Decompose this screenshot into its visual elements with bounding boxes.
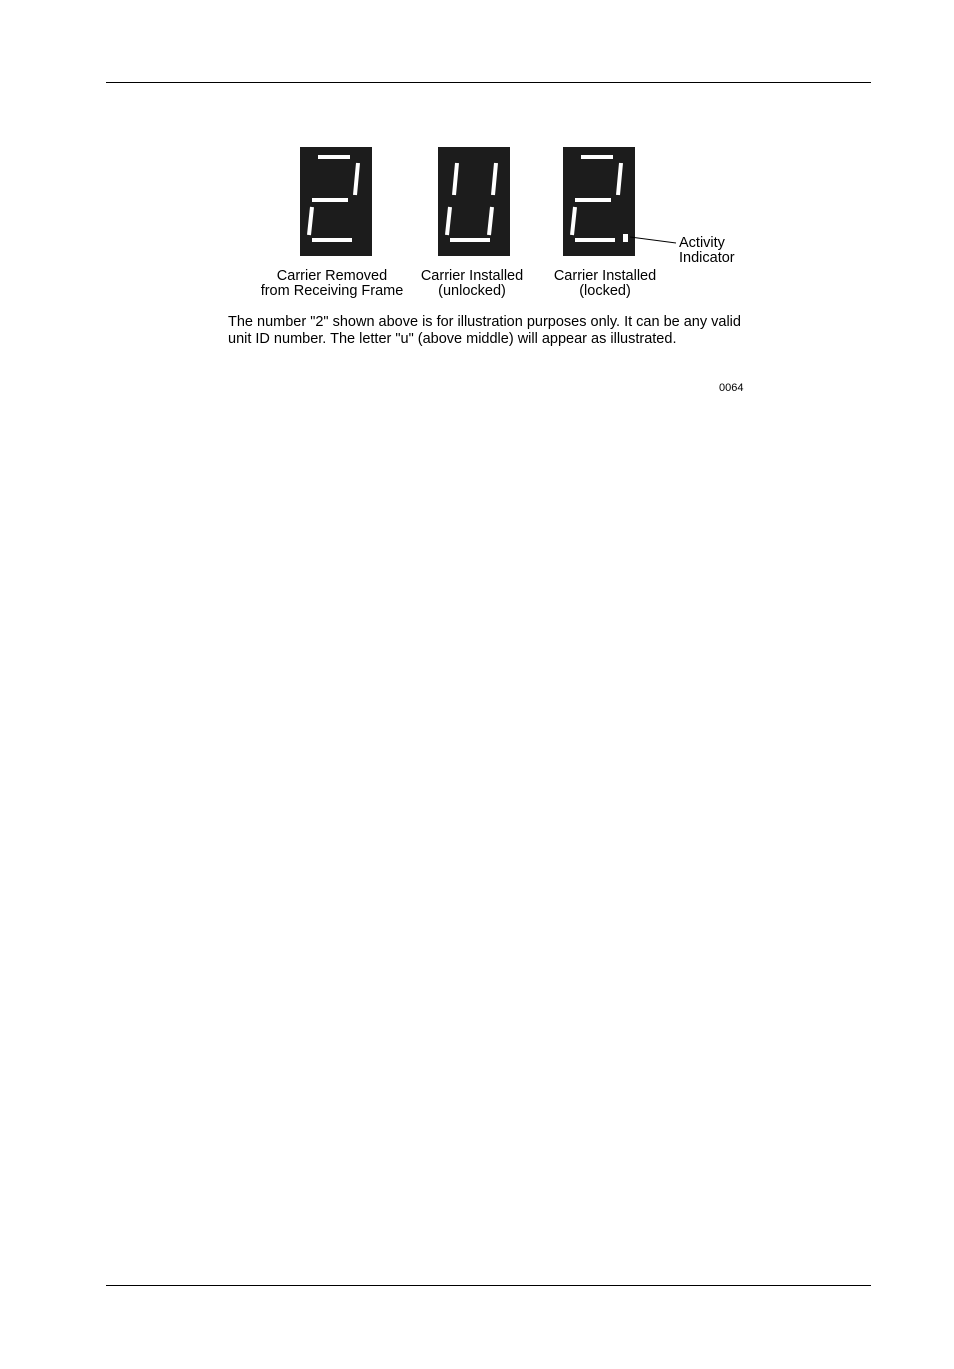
segment-b: [618, 163, 621, 195]
segment-e: [572, 207, 575, 235]
segment-b: [493, 163, 496, 195]
segment-f: [454, 163, 457, 195]
caption-carrier-removed: [250, 269, 414, 299]
caption-line: Carrier Installed: [553, 268, 657, 284]
segment-e: [447, 207, 450, 235]
seven-segment-display-unlocked: [438, 147, 510, 256]
caption-carrier-installed-locked: [545, 269, 665, 299]
seven-segment-u-icon: [438, 147, 510, 256]
illustration-note: [228, 314, 741, 348]
header-rule: [106, 82, 871, 83]
note-line: unit ID number. The letter "u" (above middle) will appear as illustrated.: [228, 331, 677, 347]
footer-rule: [106, 1285, 871, 1286]
seven-segment-2-dot-icon: [563, 147, 635, 256]
segment-c: [489, 207, 492, 235]
note-line: The number "2" shown above is for illustration purposes only. It can be any valid: [228, 314, 741, 330]
decimal-point-segment: [623, 234, 628, 242]
callout-line-text: Indicator: [679, 250, 735, 266]
caption-line: from Receiving Frame: [260, 283, 404, 299]
seven-segment-2-icon: [300, 147, 372, 256]
seven-segment-display-removed: [300, 147, 372, 256]
caption-line: Carrier Removed: [276, 268, 388, 284]
caption-carrier-installed-unlocked: [410, 269, 534, 299]
caption-line: (unlocked): [438, 283, 506, 299]
callout-line-text: Activity: [679, 235, 725, 251]
segment-b: [355, 163, 358, 195]
figure-number: 0064: [719, 382, 744, 394]
segment-e: [309, 207, 312, 235]
seven-segment-display-locked: [563, 147, 635, 256]
caption-line: Carrier Installed: [420, 268, 524, 284]
activity-indicator-label: [679, 236, 735, 266]
caption-line: (locked): [579, 283, 631, 299]
